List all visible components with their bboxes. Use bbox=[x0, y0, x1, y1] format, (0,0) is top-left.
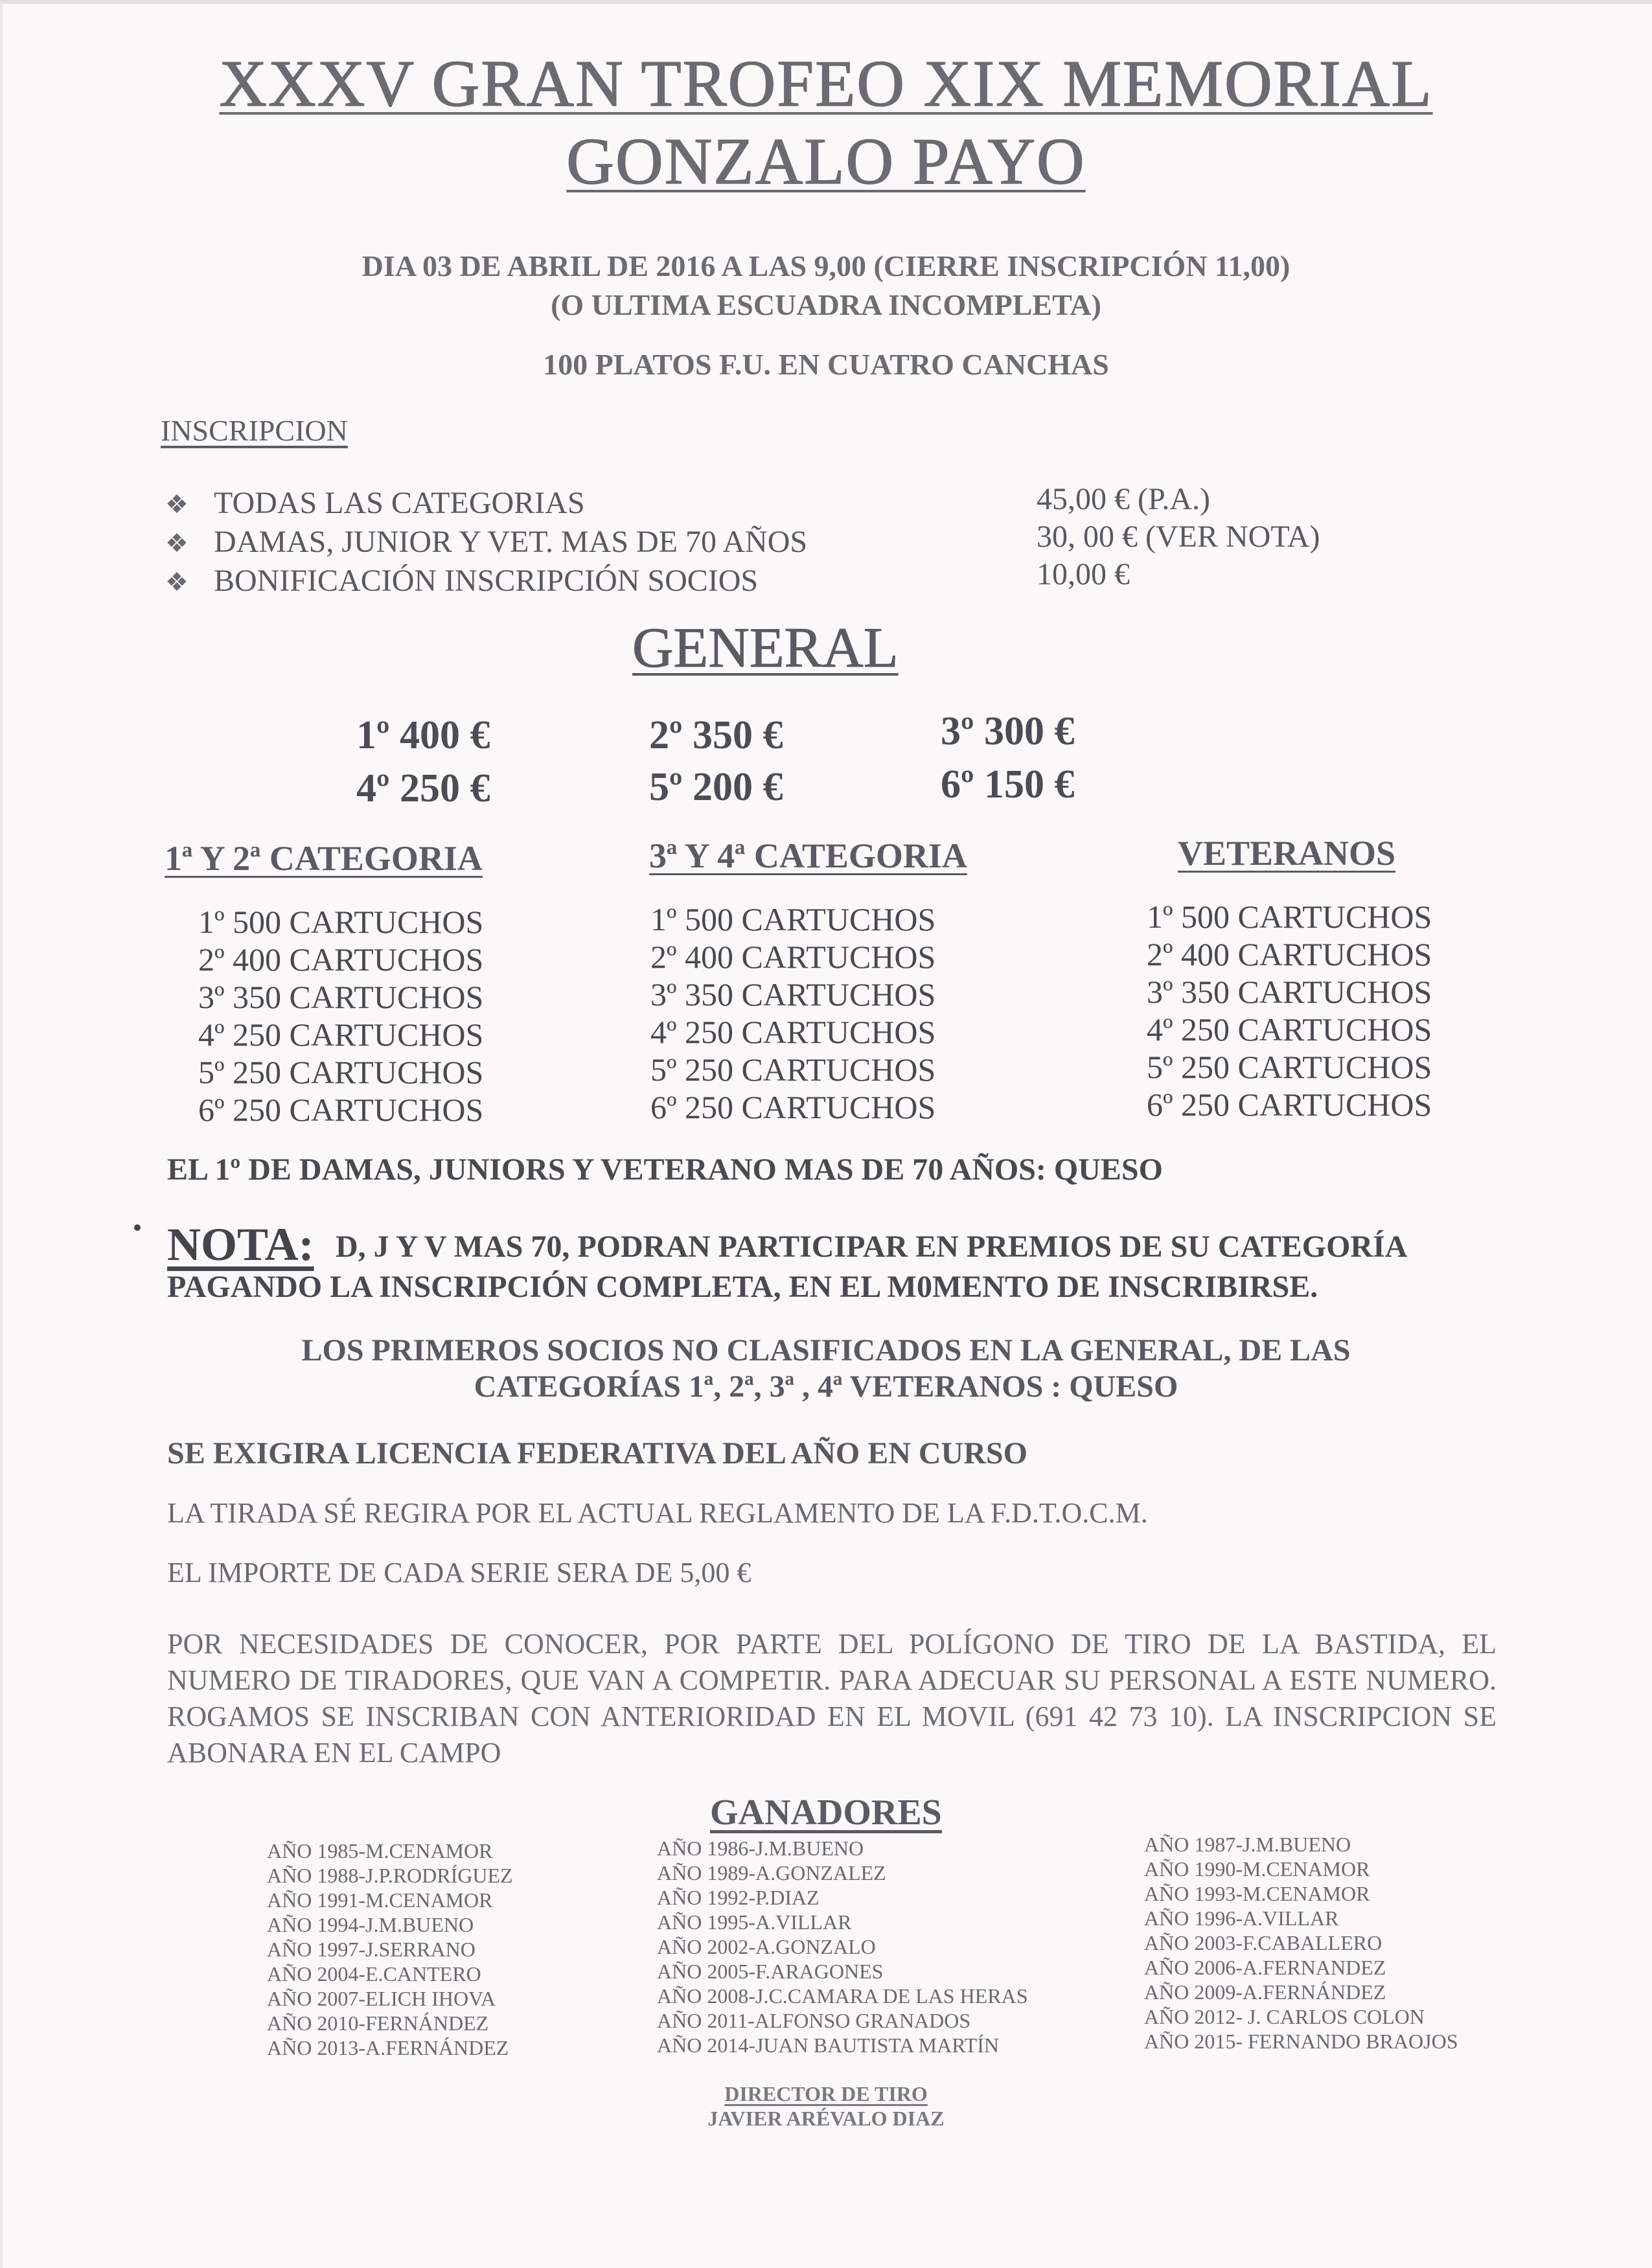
list-item: 2º 400 CARTUCHOS bbox=[198, 941, 484, 978]
winners-column-3 bbox=[1144, 1832, 1458, 2054]
list-item: 6º 250 CARTUCHOS bbox=[650, 1089, 936, 1125]
fee-amount: 30, 00 € (VER NOTA) bbox=[1037, 520, 1320, 554]
general-prize-4: 4º 250 € bbox=[356, 766, 490, 810]
bullet-icon: ❖ bbox=[165, 529, 189, 558]
list-item: 2º 400 CARTUCHOS bbox=[650, 939, 936, 975]
winner-item: AÑO 2014-JUAN BAUTISTA MARTÍN bbox=[657, 2033, 999, 2057]
queso-line: EL 1º DE DAMAS, JUNIORS Y VETERANO MAS DE 70 AÑOS: QUESO bbox=[167, 1152, 1163, 1187]
list-item: 4º 250 CARTUCHOS bbox=[198, 1016, 484, 1053]
winners-column-1 bbox=[267, 1838, 513, 2060]
category-list-3-4 bbox=[650, 900, 935, 1126]
winner-item: AÑO 2004-E.CANTERO bbox=[267, 1962, 481, 1986]
list-item: 6º 250 CARTUCHOS bbox=[198, 1092, 484, 1128]
inscripcion-heading: INSCRIPCION bbox=[161, 414, 348, 447]
list-item: 5º 250 CARTUCHOS bbox=[198, 1054, 484, 1090]
winner-item: AÑO 2015- FERNANDO BRAOJOS bbox=[1144, 2030, 1458, 2053]
category-list-1-2 bbox=[198, 903, 483, 1128]
ganadores-heading: GANADORES bbox=[710, 1793, 942, 1833]
winner-item: AÑO 1986-J.M.BUENO bbox=[657, 1837, 864, 1860]
list-item: 6º 250 CARTUCHOS bbox=[1147, 1086, 1432, 1123]
inscripcion-item bbox=[165, 523, 807, 562]
winner-item: AÑO 2005-F.ARAGONES bbox=[657, 1960, 884, 1983]
winner-item: AÑO 1994-J.M.BUENO bbox=[267, 1913, 474, 1936]
general-prize-3: 3º 300 € bbox=[941, 709, 1075, 753]
category-heading-3-4: 3ª Y 4ª CATEGORIA bbox=[649, 836, 967, 875]
fee-amount: 10,00 € bbox=[1037, 557, 1130, 591]
list-item: 3º 350 CARTUCHOS bbox=[650, 976, 936, 1013]
list-item: 1º 500 CARTUCHOS bbox=[1147, 899, 1432, 935]
socios-line-1: LOS PRIMEROS SOCIOS NO CLASIFICADOS EN LA GENERAL, DE LAS bbox=[301, 1333, 1351, 1368]
socios-line-2: CATEGORÍAS 1ª, 2ª, 3ª , 4ª VETERANOS : QUESO bbox=[474, 1369, 1178, 1404]
list-item: 5º 250 CARTUCHOS bbox=[1147, 1049, 1432, 1085]
licencia-line: SE EXIGIRA LICENCIA FEDERATIVA DEL AÑO EN CURSO bbox=[167, 1436, 1027, 1471]
general-prize-1: 1º 400 € bbox=[356, 713, 490, 757]
category-list-veteranos bbox=[1147, 898, 1432, 1123]
winner-item: AÑO 2002-A.GONZALO bbox=[657, 1935, 876, 1958]
info-paragraph: POR NECESIDADES DE CONOCER, POR PARTE DEL POLÍGONO DE TIRO DE LA BASTIDA, EL NUMERO DE TIRADORES, QUE VAN A COMPETIR. PARA ADECUAR SU PERSONAL A ESTE NUMERO. ROGAMOS SE INSCRIBAN CON ANTERIORIDAD EN EL MOVIL (691 42 73 10). LA INSCRIPCION SE ABONARA EN EL CAMPO bbox=[167, 1628, 1497, 1769]
general-heading: GENERAL bbox=[632, 617, 899, 680]
format-line: 100 PLATOS F.U. EN CUATRO CANCHAS bbox=[543, 348, 1109, 381]
fee-label: TODAS LAS CATEGORIAS bbox=[214, 486, 585, 520]
list-item: 3º 350 CARTUCHOS bbox=[198, 979, 484, 1015]
winner-item: AÑO 1996-A.VILLAR bbox=[1144, 1907, 1339, 1930]
winner-item: AÑO 2008-J.C.CAMARA DE LAS HERAS bbox=[657, 1984, 1028, 2008]
winner-item: AÑO 1987-J.M.BUENO bbox=[1144, 1833, 1351, 1856]
general-prize-5: 5º 200 € bbox=[649, 765, 783, 809]
date-line: DIA 03 DE ABRIL DE 2016 A LAS 9,00 (CIERRE INSCRIPCIÓN 11,00) bbox=[361, 249, 1291, 282]
list-item: 2º 400 CARTUCHOS bbox=[1147, 936, 1432, 972]
scan-speck bbox=[134, 1224, 141, 1231]
list-item: 3º 350 CARTUCHOS bbox=[1147, 974, 1432, 1010]
inscripcion-item bbox=[165, 485, 807, 523]
winner-item: AÑO 1991-M.CENAMOR bbox=[267, 1888, 493, 1912]
reglamento-line: LA TIRADA SÉ REGIRA POR EL ACTUAL REGLAMENTO DE LA F.D.T.O.C.M. bbox=[167, 1497, 1148, 1529]
winner-item: AÑO 1985-M.CENAMOR bbox=[267, 1839, 493, 1862]
title-line-1: XXXV GRAN TROFEO XIX MEMORIAL bbox=[219, 47, 1433, 120]
nota-label: NOTA: bbox=[167, 1219, 314, 1270]
nota-line-1: D, J Y V MAS 70, PODRAN PARTICIPAR EN PREMIOS DE SU CATEGORÍA bbox=[336, 1230, 1408, 1264]
winner-item: AÑO 2012- J. CARLOS COLON bbox=[1144, 2005, 1425, 2028]
list-item: 1º 500 CARTUCHOS bbox=[198, 904, 484, 940]
bullet-icon: ❖ bbox=[165, 567, 189, 597]
winner-item: AÑO 1989-A.GONZALEZ bbox=[657, 1861, 886, 1884]
bullet-icon: ❖ bbox=[165, 490, 189, 519]
winner-item: AÑO 1990-M.CENAMOR bbox=[1144, 1857, 1370, 1881]
winner-item: AÑO 1997-J.SERRANO bbox=[267, 1938, 476, 1961]
winner-item: AÑO 1993-M.CENAMOR bbox=[1144, 1882, 1370, 1905]
title-line-2: GONZALO PAYO bbox=[566, 125, 1086, 198]
winner-item: AÑO 2007-ELICH IHOVA bbox=[267, 1987, 496, 2010]
winner-item: AÑO 2006-A.FERNANDEZ bbox=[1144, 1956, 1386, 1979]
date-note: (O ULTIMA ESCUADRA INCOMPLETA) bbox=[551, 288, 1101, 321]
winner-item: AÑO 1988-J.P.RODRÍGUEZ bbox=[267, 1864, 513, 1887]
winner-item: AÑO 2003-F.CABALLERO bbox=[1144, 1931, 1382, 1954]
winner-item: AÑO 2010-FERNÁNDEZ bbox=[267, 2011, 489, 2035]
winner-item: AÑO 2013-A.FERNÁNDEZ bbox=[267, 2036, 509, 2059]
category-heading-1-2: 1ª Y 2ª CATEGORIA bbox=[165, 839, 483, 878]
list-item: 4º 250 CARTUCHOS bbox=[650, 1014, 936, 1050]
fee-label: BONIFICACIÓN INSCRIPCIÓN SOCIOS bbox=[214, 564, 759, 598]
list-item: 5º 250 CARTUCHOS bbox=[650, 1051, 936, 1088]
list-item: 4º 250 CARTUCHOS bbox=[1147, 1011, 1432, 1048]
winner-item: AÑO 1995-A.VILLAR bbox=[657, 1910, 852, 1934]
winner-item: AÑO 2009-A.FERNÁNDEZ bbox=[1144, 1980, 1386, 2004]
category-heading-veteranos: VETERANOS bbox=[1178, 834, 1396, 873]
general-prize-6: 6º 150 € bbox=[941, 762, 1075, 807]
list-item: 1º 500 CARTUCHOS bbox=[650, 901, 936, 937]
director-label: DIRECTOR DE TIRO bbox=[724, 2082, 928, 2105]
fee-amount: 45,00 € (P.A.) bbox=[1037, 482, 1211, 516]
winners-column-2 bbox=[657, 1836, 1028, 2057]
nota-line-2: PAGANDO LA INSCRIPCIÓN COMPLETA, EN EL M0MENTO DE INSCRIBIRSE. bbox=[167, 1270, 1318, 1304]
importe-line: EL IMPORTE DE CADA SERIE SERA DE 5,00 € bbox=[167, 1557, 751, 1588]
inscripcion-list bbox=[165, 485, 807, 601]
winner-item: AÑO 1992-P.DIAZ bbox=[657, 1886, 820, 1909]
winner-item: AÑO 2011-ALFONSO GRANADOS bbox=[657, 2009, 971, 2032]
general-prize-2: 2º 350 € bbox=[649, 713, 783, 757]
director-name: JAVIER ARÉVALO DIAZ bbox=[707, 2107, 945, 2130]
inscripcion-item bbox=[165, 562, 807, 601]
inscripcion-amounts bbox=[1037, 481, 1320, 593]
fee-label: DAMAS, JUNIOR Y VET. MAS DE 70 AÑOS bbox=[214, 525, 808, 559]
